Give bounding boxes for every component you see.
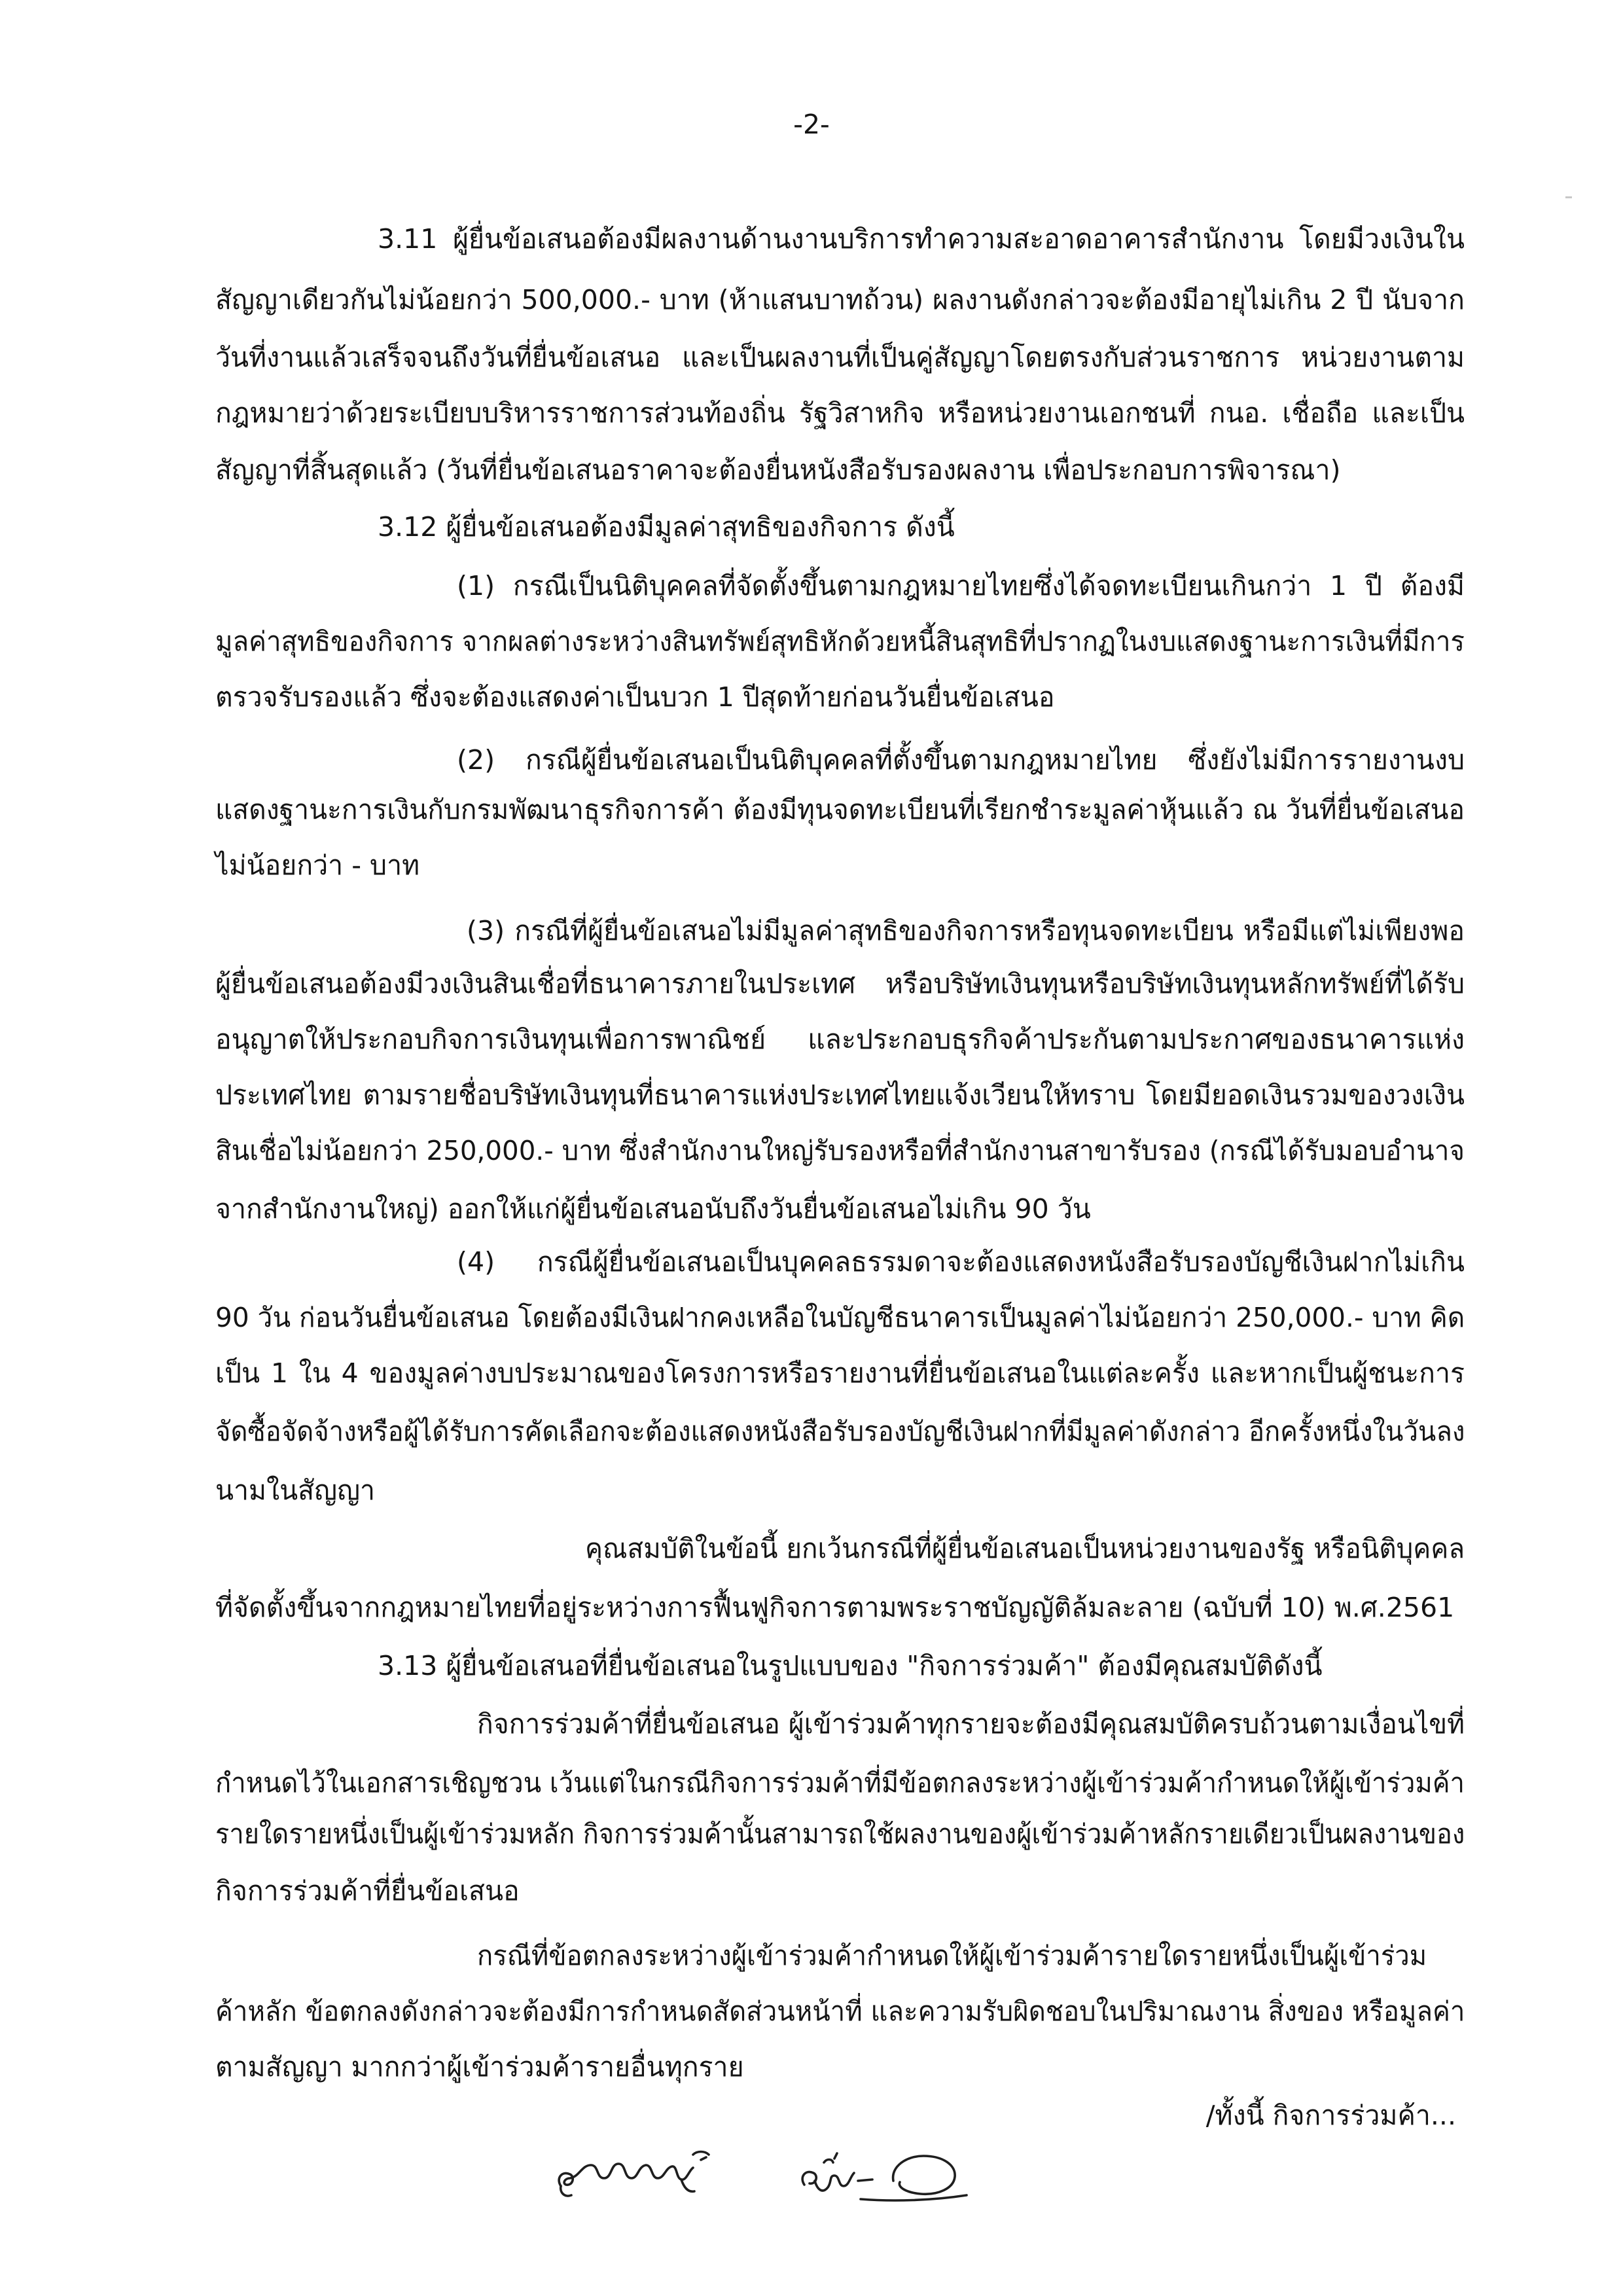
item-4-line: (4) กรณีผู้ยื่นข้อเสนอเป็นบุคคลธรรมดาจะต้องแสดงหนังสือรับรองบัญชีเงินฝากไม่เกิน	[457, 1246, 1465, 1278]
item-4-line: นามในสัญญา	[215, 1475, 376, 1506]
item-4-line: เป็น 1 ใน 4 ของมูลค่างบประมาณของโครงการหรือรายงานที่ยื่นข้อเสนอในแต่ละครั้ง และหากเป็นผู้ชนะการ	[215, 1357, 1465, 1389]
continuation-note: /ทั้งนี้ กิจการร่วมค้า...	[1205, 2100, 1456, 2131]
item-3-line: สินเชื่อไม่น้อยกว่า 250,000.- บาท ซึ่งสำนักงานใหญ่รับรองหรือที่สำนักงานสาขารับรอง (กรณีได้รับมอบอำนาจ	[215, 1135, 1465, 1166]
item-4-line: 90 วัน ก่อนวันยื่นข้อเสนอ โดยต้องมีเงินฝากคงเหลือในบัญชีธนาคารเป็นมูลค่าไม่น้อยกว่า 250,000.- บาท คิด	[215, 1302, 1465, 1333]
exception-line: ที่จัดตั้งขึ้นจากกฎหมายไทยที่อยู่ระหว่างการฟื้นฟูกิจการตามพระราชบัญญัติล้มละลาย (ฉบับที่ 10) พ.ศ.2561	[215, 1592, 1455, 1623]
paragraph-1-line: กิจการร่วมค้าที่ยื่นข้อเสนอ ผู้เข้าร่วมค้าทุกรายจะต้องมีคุณสมบัติครบถ้วนตามเงื่อนไขที่	[477, 1708, 1465, 1740]
item-2-line: แสดงฐานะการเงินกับกรมพัฒนาธุรกิจการค้า ต้องมีทุนจดทะเบียนที่เรียกชำระมูลค่าหุ้นแล้ว ณ วันที่ยื่นข้อเสนอ	[215, 794, 1465, 825]
item-1-line: มูลค่าสุทธิของกิจการ จากผลต่างระหว่างสินทรัพย์สุทธิหักด้วยหนี้สินสุทธิที่ปรากฏในงบแสดงฐานะการเงินที่มีการ	[215, 626, 1465, 657]
paragraph-1-line: รายใดรายหนึ่งเป็นผู้เข้าร่วมหลัก กิจการร่วมค้านั้นสามารถใช้ผลงานของผู้เข้าร่วมค้าหลักรายเดียวเป็นผลงานของ	[215, 1818, 1465, 1850]
item-1-line: ตรวจรับรองแล้ว ซึ่งจะต้องแสดงค่าเป็นบวก 1 ปีสุดท้ายก่อนวันยื่นข้อเสนอ	[215, 681, 1055, 713]
clause-3-11-line: สัญญาที่สิ้นสุดแล้ว (วันที่ยื่นข้อเสนอราคาจะต้องยื่นหนังสือรับรองผลงาน เพื่อประกอบการพิจารณา)	[215, 454, 1341, 486]
clause-3-11-line: วันที่งานแล้วเสร็จจนถึงวันที่ยื่นข้อเสนอ และเป็นผลงานที่เป็นคู่สัญญาโดยตรงกับส่วนราชการ หน่วยงานตาม	[215, 342, 1465, 373]
clause-3-11-line: กฎหมายว่าด้วยระเบียบบริหารราชการส่วนท้องถิ่น รัฐวิสาหกิจ หรือหน่วยงานเอกชนที่ กนอ. เชื่อถือ และเป็น	[215, 397, 1465, 429]
paragraph-2-line: ตามสัญญา มากกว่าผู้เข้าร่วมค้ารายอื่นทุกราย	[215, 2051, 744, 2083]
paragraph-1-line: กิจการร่วมค้าที่ยื่นข้อเสนอ	[215, 1875, 520, 1907]
item-3-line: (3) กรณีที่ผู้ยื่นข้อเสนอไม่มีมูลค่าสุทธิของกิจการหรือทุนจดทะเบียน หรือมีแต่ไม่เพียงพอ	[467, 915, 1465, 946]
clause-3-12-heading: 3.12 ผู้ยื่นข้อเสนอต้องมีมูลค่าสุทธิของกิจการ ดังนี้	[378, 511, 955, 543]
item-1-line: (1) กรณีเป็นนิติบุคคลที่จัดตั้งขึ้นตามกฎหมายไทยซึ่งได้จดทะเบียนเกินกว่า 1 ปี ต้องมี	[457, 570, 1465, 601]
item-3-line: ประเทศไทย ตามรายชื่อบริษัทเงินทุนที่ธนาคารแห่งประเทศไทยแจ้งเวียนให้ทราบ โดยมียอดเงินรวมของวงเงิน	[215, 1079, 1465, 1111]
item-3-line: จากสำนักงานใหญ่) ออกให้แก่ผู้ยื่นข้อเสนอนับถึงวันยื่นข้อเสนอไม่เกิน 90 วัน	[215, 1193, 1091, 1225]
clause-3-13-heading: 3.13 ผู้ยื่นข้อเสนอที่ยื่นข้อเสนอในรูปแบบของ "กิจการร่วมค้า" ต้องมีคุณสมบัติดังนี้	[378, 1650, 1323, 1681]
signature-2	[795, 2147, 973, 2207]
page-number: -2-	[793, 109, 830, 140]
exception-line: คุณสมบัติในข้อนี้ ยกเว้นกรณีที่ผู้ยื่นข้อเสนอเป็นหน่วยงานของรัฐ หรือนิติบุคคล	[585, 1533, 1465, 1564]
clause-3-11-line: สัญญาเดียวกันไม่น้อยกว่า 500,000.- บาท (ห้าแสนบาทถ้วน) ผลงานดังกล่าวจะต้องมีอายุไม่เกิน 2 ปี นับจาก	[215, 284, 1465, 315]
paragraph-2-line: กรณีที่ข้อตกลงระหว่างผู้เข้าร่วมค้ากำหนดให้ผู้เข้าร่วมค้ารายใดรายหนึ่งเป็นผู้เข้าร่วม	[477, 1940, 1427, 1971]
scan-mark	[1565, 196, 1572, 198]
item-2-line: (2) กรณีผู้ยื่นข้อเสนอเป็นนิติบุคคลที่ตั้งขึ้นตามกฎหมายไทย ซึ่งยังไม่มีการรายงานงบ	[457, 744, 1465, 776]
item-4-line: จัดซื้อจัดจ้างหรือผู้ได้รับการคัดเลือกจะต้องแสดงหนังสือรับรองบัญชีเงินฝากที่มีมูลค่าดังกล่าว อีกครั้งหนึ่งในวันลง	[215, 1416, 1465, 1447]
paragraph-1-line: กำหนดไว้ในเอกสารเชิญชวน เว้นแต่ในกรณีกิจการร่วมค้าที่มีข้อตกลงระหว่างผู้เข้าร่วมค้ากำหนดให้ผู้เข้าร่วมค้า	[215, 1767, 1465, 1799]
paragraph-2-line: ค้าหลัก ข้อตกลงดังกล่าวจะต้องมีการกำหนดสัดส่วนหน้าที่ และความรับผิดชอบในปริมาณงาน สิ่งของ หรือมูลค่า	[215, 1996, 1465, 2027]
signature-1	[553, 2145, 723, 2208]
item-3-line: อนุญาตให้ประกอบกิจการเงินทุนเพื่อการพาณิชย์ และประกอบธุรกิจค้าประกันตามประกาศของธนาคารแห่ง	[215, 1024, 1465, 1055]
clause-3-11-line: 3.11 ผู้ยื่นข้อเสนอต้องมีผลงานด้านงานบริการทำความสะอาดอาคารสำนักงาน โดยมีวงเงินใน	[378, 223, 1465, 255]
item-2-line: ไม่น้อยกว่า - บาท	[215, 850, 420, 881]
item-3-line: ผู้ยื่นข้อเสนอต้องมีวงเงินสินเชื่อที่ธนาคารภายในประเทศ หรือบริษัทเงินทุนหรือบริษัทเงินทุนหลักทรัพย์ที่ได้รับ	[215, 968, 1465, 999]
